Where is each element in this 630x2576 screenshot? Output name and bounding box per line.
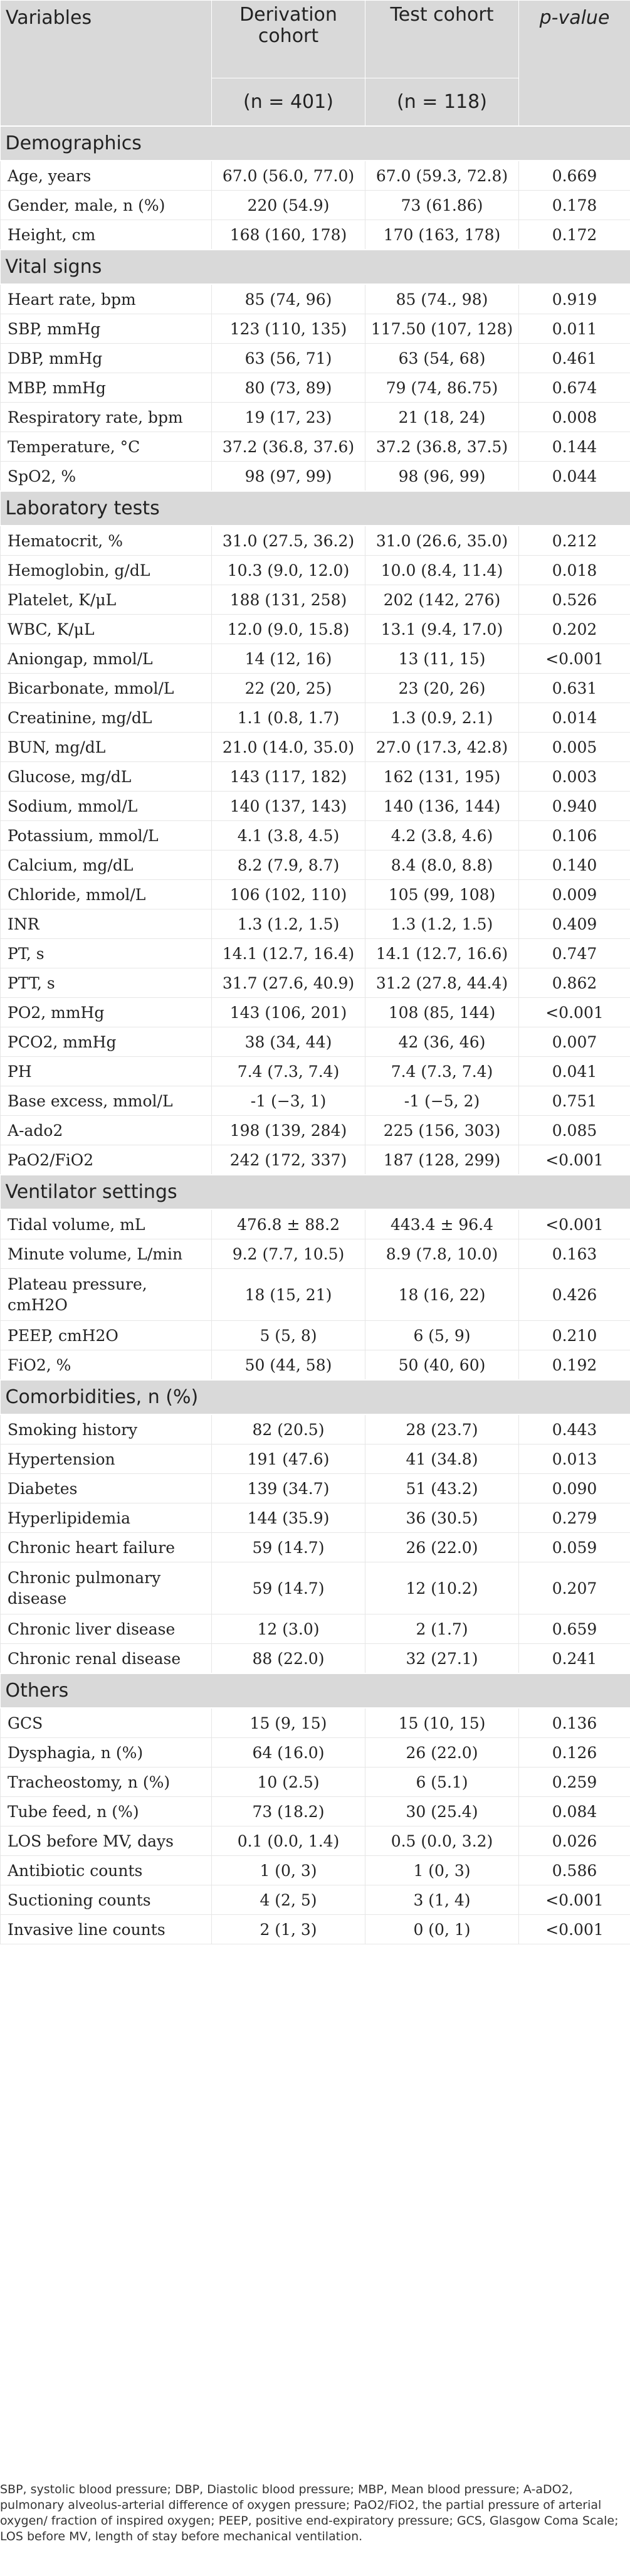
p-value: 0.443 [519,1414,630,1444]
test-value: 140 (136, 144) [365,792,519,821]
derivation-value: 85 (74, 96) [212,284,365,314]
table-row [1,792,630,821]
derivation-value: 1 (0, 3) [212,1856,365,1885]
derivation-value: 88 (22.0) [212,1644,365,1674]
test-value: 13.1 (9.4, 17.0) [365,615,519,644]
test-value: 32 (27.1) [365,1644,519,1674]
derivation-value: 19 (17, 23) [212,403,365,432]
table-row [1,462,630,492]
table-row [1,526,630,556]
table-row [1,1856,630,1885]
table-row [1,1885,630,1915]
derivation-value: 98 (97, 99) [212,462,365,492]
row-label: SBP, mmHg [1,314,212,344]
table-row [1,1145,630,1175]
test-value: 31.2 (27.8, 44.4) [365,968,519,998]
row-label: Hypertension [1,1444,212,1474]
test-value: 63 (54, 68) [365,344,519,373]
p-value: 0.007 [519,1027,630,1057]
row-label: Glucose, mg/dL [1,762,212,792]
table-row [1,1738,630,1768]
table-row [1,1350,630,1381]
test-value: 7.4 (7.3, 7.4) [365,1057,519,1086]
test-value: 1 (0, 3) [365,1856,519,1885]
table-row [1,1239,630,1269]
row-label: SpO2, % [1,462,212,492]
p-value: 0.241 [519,1644,630,1674]
derivation-value: 10 (2.5) [212,1768,365,1797]
test-value: 31.0 (26.6, 35.0) [365,526,519,556]
section-header-row [1,126,630,161]
table-row [1,909,630,939]
row-label: Plateau pressure, cmH2O [1,1269,212,1321]
p-value: 0.919 [519,284,630,314]
header-test-cohort: Test cohort [365,1,519,78]
header-p-value-text: p-value [539,7,610,29]
p-value: 0.409 [519,909,630,939]
section-header-row [1,1380,630,1414]
section-title: Laboratory tests [1,491,630,526]
p-value: 0.862 [519,968,630,998]
derivation-value: 144 (35.9) [212,1503,365,1533]
table-row [1,762,630,792]
row-label: Calcium, mg/dL [1,851,212,880]
p-value: 0.526 [519,585,630,615]
p-value: <0.001 [519,1915,630,1944]
test-value: 170 (163, 178) [365,220,519,250]
p-value: 0.140 [519,851,630,880]
row-label: Platelet, K/μL [1,585,212,615]
table-row [1,968,630,998]
derivation-value: 18 (15, 21) [212,1269,365,1321]
p-value: 0.669 [519,161,630,191]
test-value: 18 (16, 22) [365,1269,519,1321]
p-value: 0.202 [519,615,630,644]
row-label: Creatinine, mg/dL [1,703,212,733]
row-label: Height, cm [1,220,212,250]
table-row [1,703,630,733]
table-row [1,403,630,432]
test-value: 1.3 (0.9, 2.1) [365,703,519,733]
table-row [1,1614,630,1644]
p-value: 0.751 [519,1086,630,1116]
section-header-row [1,491,630,526]
derivation-value: 123 (110, 135) [212,314,365,344]
row-label: PT, s [1,939,212,968]
row-label: Heart rate, bpm [1,284,212,314]
row-label: Age, years [1,161,212,191]
test-value: 12 (10.2) [365,1562,519,1614]
p-value: 0.126 [519,1738,630,1768]
p-value: <0.001 [519,1209,630,1239]
derivation-value: 139 (34.7) [212,1474,365,1503]
p-value: 0.940 [519,792,630,821]
row-label: Bicarbonate, mmol/L [1,674,212,703]
test-value: 37.2 (36.8, 37.5) [365,432,519,462]
test-value: 8.4 (8.0, 8.8) [365,851,519,880]
p-value: 0.008 [519,403,630,432]
derivation-value: 0.1 (0.0, 1.4) [212,1826,365,1856]
header-derivation-n: (n = 401) [212,78,365,127]
row-label: Potassium, mmol/L [1,821,212,851]
table-row [1,1057,630,1086]
derivation-value: 37.2 (36.8, 37.6) [212,432,365,462]
table-row [1,432,630,462]
table-row [1,373,630,403]
p-value: 0.172 [519,220,630,250]
row-label: Tidal volume, mL [1,1209,212,1239]
table-row [1,851,630,880]
section-header-row [1,1673,630,1708]
row-label: PH [1,1057,212,1086]
table-row [1,939,630,968]
derivation-value: 168 (160, 178) [212,220,365,250]
derivation-value: 143 (106, 201) [212,998,365,1027]
test-value: 117.50 (107, 128) [365,314,519,344]
header-p-value [519,1,630,127]
p-value: 0.747 [519,939,630,968]
test-value: 3 (1, 4) [365,1885,519,1915]
table-row [1,284,630,314]
row-label: Suctioning counts [1,1885,212,1915]
p-value: 0.586 [519,1856,630,1885]
derivation-value: 38 (34, 44) [212,1027,365,1057]
test-value: 26 (22.0) [365,1738,519,1768]
table-row [1,1027,630,1057]
table-row [1,821,630,851]
p-value: <0.001 [519,998,630,1027]
table-row [1,1321,630,1350]
test-value: 51 (43.2) [365,1474,519,1503]
p-value: 0.259 [519,1768,630,1797]
row-label: Respiratory rate, bpm [1,403,212,432]
p-value: 0.136 [519,1708,630,1738]
table-row [1,161,630,191]
p-value: 0.003 [519,762,630,792]
derivation-value: 7.4 (7.3, 7.4) [212,1057,365,1086]
derivation-value: 67.0 (56.0, 77.0) [212,161,365,191]
test-value: 85 (74., 98) [365,284,519,314]
derivation-value: 63 (56, 71) [212,344,365,373]
derivation-value: 4 (2, 5) [212,1885,365,1915]
section-title: Comorbidities, n (%) [1,1380,630,1414]
p-value: 0.192 [519,1350,630,1381]
row-label: GCS [1,1708,212,1738]
p-value: 0.461 [519,344,630,373]
test-value: -1 (−5, 2) [365,1086,519,1116]
p-value: 0.026 [519,1826,630,1856]
test-value: 162 (131, 195) [365,762,519,792]
table-row [1,1269,630,1321]
table-row [1,314,630,344]
test-value: 13 (11, 15) [365,644,519,674]
p-value: 0.279 [519,1503,630,1533]
p-value: 0.011 [519,314,630,344]
p-value: 0.084 [519,1797,630,1826]
table-row [1,220,630,250]
derivation-value: 140 (137, 143) [212,792,365,821]
row-label: INR [1,909,212,939]
derivation-value: 10.3 (9.0, 12.0) [212,556,365,585]
p-value: <0.001 [519,1885,630,1915]
derivation-value: 15 (9, 15) [212,1708,365,1738]
table-row [1,674,630,703]
derivation-value: 59 (14.7) [212,1562,365,1614]
table-row [1,1503,630,1533]
row-label: Diabetes [1,1474,212,1503]
test-value: 30 (25.4) [365,1797,519,1826]
test-value: 443.4 ± 96.4 [365,1209,519,1239]
test-value: 6 (5.1) [365,1768,519,1797]
test-value: 50 (40, 60) [365,1350,519,1381]
derivation-value: 1.1 (0.8, 1.7) [212,703,365,733]
table-row [1,880,630,909]
table-row [1,1768,630,1797]
row-label: PO2, mmHg [1,998,212,1027]
table-row [1,556,630,585]
derivation-value: 31.7 (27.6, 40.9) [212,968,365,998]
derivation-value: 106 (102, 110) [212,880,365,909]
section-title: Demographics [1,126,630,161]
p-value: 0.018 [519,556,630,585]
derivation-value: 476.8 ± 88.2 [212,1209,365,1239]
p-value: 0.106 [519,821,630,851]
header-test-n: (n = 118) [365,78,519,127]
test-value: 225 (156, 303) [365,1116,519,1145]
row-label: Hematocrit, % [1,526,212,556]
test-value: 8.9 (7.8, 10.0) [365,1239,519,1269]
row-label: MBP, mmHg [1,373,212,403]
section-title: Ventilator settings [1,1175,630,1209]
header-variables: Variables [1,1,212,127]
test-value: 202 (142, 276) [365,585,519,615]
test-value: 0 (0, 1) [365,1915,519,1944]
row-label: Chronic pulmonary disease [1,1562,212,1614]
table-row [1,1644,630,1674]
row-label: Dysphagia, n (%) [1,1738,212,1768]
table-row [1,1708,630,1738]
table-row [1,1915,630,1944]
p-value: 0.631 [519,674,630,703]
p-value: 0.426 [519,1269,630,1321]
table-row [1,1562,630,1614]
derivation-value: 220 (54.9) [212,191,365,220]
derivation-value: 4.1 (3.8, 4.5) [212,821,365,851]
derivation-value: 1.3 (1.2, 1.5) [212,909,365,939]
table-row [1,644,630,674]
row-label: Gender, male, n (%) [1,191,212,220]
p-value: 0.659 [519,1614,630,1644]
row-label: Invasive line counts [1,1915,212,1944]
table-footnote: SBP, systolic blood pressure; DBP, Diastolic blood pressure; MBP, Mean blood pressure; A-aDO2, pulmonary alveolus-arterial difference of oxygen pressure; PaO2/FiO2, the partial pressure of arterial oxygen/ fraction of inspired oxygen; PEEP, positive end-expiratory pressure; GCS, Glasgow Coma Scale; LOS before MV, length of stay before mechanical ventilation. [0,2483,619,2543]
row-label: Antibiotic counts [1,1856,212,1885]
derivation-value: 143 (117, 182) [212,762,365,792]
derivation-value: 191 (47.6) [212,1444,365,1474]
row-label: PaO2/FiO2 [1,1145,212,1175]
row-label: Smoking history [1,1414,212,1444]
p-value: 0.013 [519,1444,630,1474]
row-label: Chronic renal disease [1,1644,212,1674]
test-value: 98 (96, 99) [365,462,519,492]
table-row [1,344,630,373]
derivation-value: 12.0 (9.0, 15.8) [212,615,365,644]
derivation-value: 31.0 (27.5, 36.2) [212,526,365,556]
derivation-value: 80 (73, 89) [212,373,365,403]
test-value: 0.5 (0.0, 3.2) [365,1826,519,1856]
p-value: <0.001 [519,644,630,674]
p-value: 0.005 [519,733,630,762]
row-label: Chronic heart failure [1,1533,212,1562]
derivation-value: 21.0 (14.0, 35.0) [212,733,365,762]
row-label: Chronic liver disease [1,1614,212,1644]
section-title: Others [1,1673,630,1708]
test-value: 6 (5, 9) [365,1321,519,1350]
row-label: Hemoglobin, g/dL [1,556,212,585]
test-value: 108 (85, 144) [365,998,519,1027]
derivation-value: 64 (16.0) [212,1738,365,1768]
row-label: PTT, s [1,968,212,998]
table-row [1,1209,630,1239]
p-value: 0.041 [519,1057,630,1086]
row-label: Temperature, °C [1,432,212,462]
test-value: 105 (99, 108) [365,880,519,909]
test-value: 21 (18, 24) [365,403,519,432]
test-value: 4.2 (3.8, 4.6) [365,821,519,851]
test-value: 36 (30.5) [365,1503,519,1533]
header-derivation-cohort: Derivation cohort [212,1,365,78]
derivation-value: 50 (44, 58) [212,1350,365,1381]
table-row [1,585,630,615]
row-label: FiO2, % [1,1350,212,1381]
row-label: Tracheostomy, n (%) [1,1768,212,1797]
test-value: 23 (20, 26) [365,674,519,703]
table-row [1,191,630,220]
test-value: 67.0 (59.3, 72.8) [365,161,519,191]
p-value: 0.085 [519,1116,630,1145]
row-label: BUN, mg/dL [1,733,212,762]
p-value: <0.001 [519,1145,630,1175]
section-title: Vital signs [1,250,630,284]
derivation-value: 5 (5, 8) [212,1321,365,1350]
test-value: 73 (61.86) [365,191,519,220]
test-value: 2 (1.7) [365,1614,519,1644]
table-row [1,1444,630,1474]
table-row [1,1797,630,1826]
row-label: Sodium, mmol/L [1,792,212,821]
test-value: 42 (36, 46) [365,1027,519,1057]
derivation-value: 198 (139, 284) [212,1116,365,1145]
row-label: Base excess, mmol/L [1,1086,212,1116]
row-label: PCO2, mmHg [1,1027,212,1057]
derivation-value: 14 (12, 16) [212,644,365,674]
p-value: 0.212 [519,526,630,556]
section-header-row [1,250,630,284]
row-label: Chloride, mmol/L [1,880,212,909]
table-row [1,1086,630,1116]
p-value: 0.090 [519,1474,630,1503]
derivation-value: 8.2 (7.9, 8.7) [212,851,365,880]
p-value: 0.163 [519,1239,630,1269]
row-label: Minute volume, L/min [1,1239,212,1269]
section-header-row [1,1175,630,1209]
derivation-value: 73 (18.2) [212,1797,365,1826]
test-value: 15 (10, 15) [365,1708,519,1738]
derivation-value: 242 (172, 337) [212,1145,365,1175]
derivation-value: 82 (20.5) [212,1414,365,1444]
p-value: 0.210 [519,1321,630,1350]
p-value: 0.144 [519,432,630,462]
test-value: 27.0 (17.3, 42.8) [365,733,519,762]
test-value: 41 (34.8) [365,1444,519,1474]
p-value: 0.009 [519,880,630,909]
derivation-value: 22 (20, 25) [212,674,365,703]
test-value: 28 (23.7) [365,1414,519,1444]
derivation-value: 12 (3.0) [212,1614,365,1644]
table-header [1,1,630,127]
derivation-value: 188 (131, 258) [212,585,365,615]
table-row [1,1474,630,1503]
row-label: Tube feed, n (%) [1,1797,212,1826]
table-row [1,998,630,1027]
p-value: 0.674 [519,373,630,403]
p-value: 0.014 [519,703,630,733]
p-value: 0.059 [519,1533,630,1562]
p-value: 0.178 [519,191,630,220]
row-label: A-ado2 [1,1116,212,1145]
table-row [1,733,630,762]
table-row [1,1116,630,1145]
test-value: 1.3 (1.2, 1.5) [365,909,519,939]
test-value: 10.0 (8.4, 11.4) [365,556,519,585]
table-row [1,1533,630,1562]
table-row [1,1414,630,1444]
row-label: Aniongap, mmol/L [1,644,212,674]
row-label: Hyperlipidemia [1,1503,212,1533]
p-value: 0.207 [519,1562,630,1614]
derivation-value: 14.1 (12.7, 16.4) [212,939,365,968]
p-value: 0.044 [519,462,630,492]
table-row [1,615,630,644]
derivation-value: -1 (−3, 1) [212,1086,365,1116]
row-label: WBC, K/μL [1,615,212,644]
test-value: 187 (128, 299) [365,1145,519,1175]
test-value: 26 (22.0) [365,1533,519,1562]
table-body [1,126,630,1944]
row-label: LOS before MV, days [1,1826,212,1856]
derivation-value: 9.2 (7.7, 10.5) [212,1239,365,1269]
row-label: DBP, mmHg [1,344,212,373]
row-label: PEEP, cmH2O [1,1321,212,1350]
test-value: 79 (74, 86.75) [365,373,519,403]
test-value: 14.1 (12.7, 16.6) [365,939,519,968]
derivation-value: 2 (1, 3) [212,1915,365,1944]
derivation-value: 59 (14.7) [212,1533,365,1562]
table-row [1,1826,630,1856]
